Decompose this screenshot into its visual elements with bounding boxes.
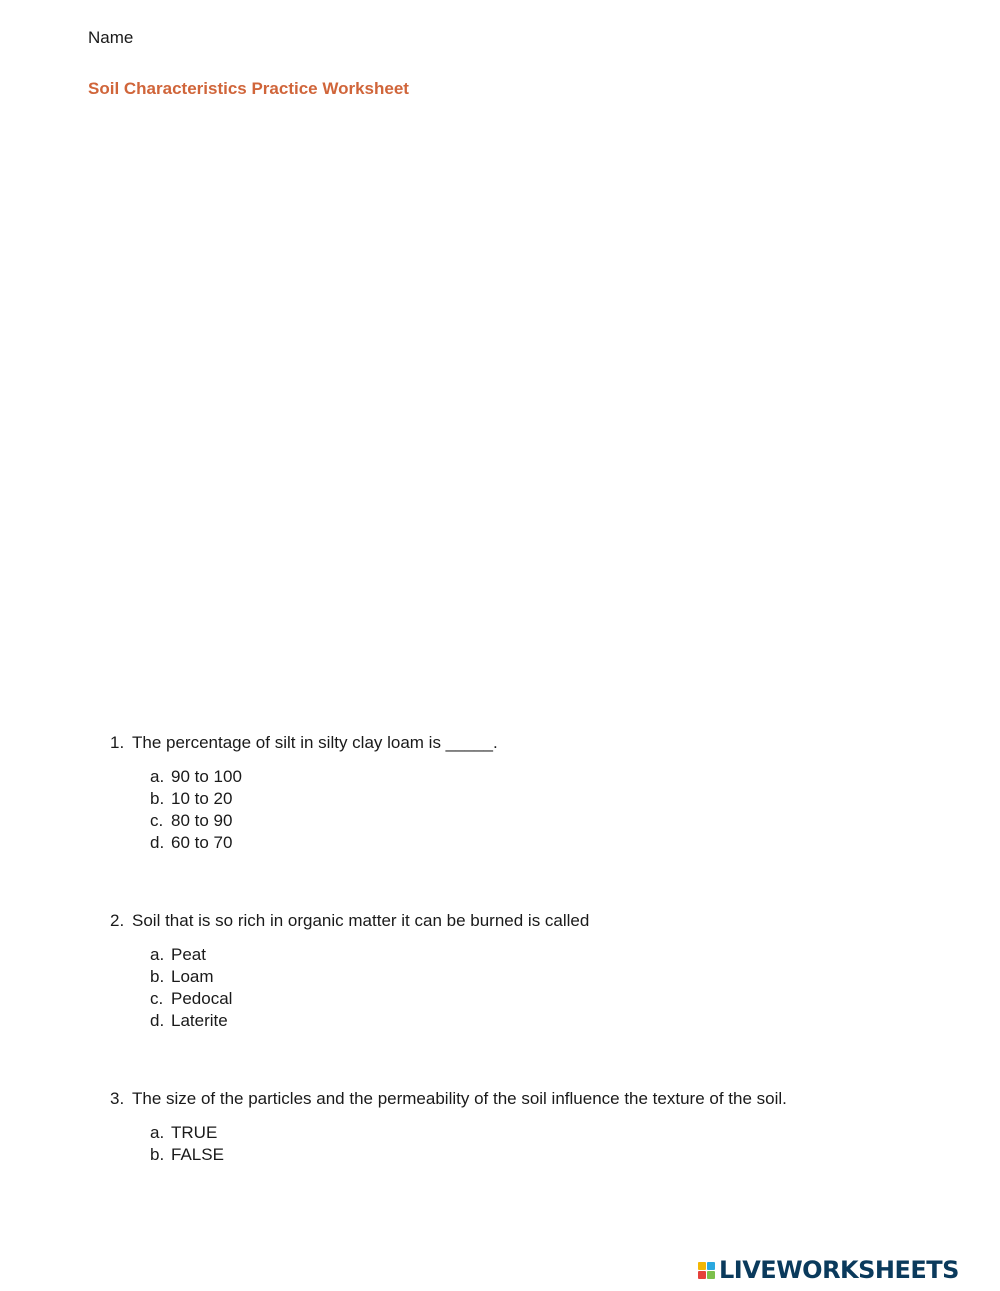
option-letter: a. <box>150 945 165 964</box>
option-letter: b. <box>150 789 165 808</box>
name-label: Name <box>88 28 134 47</box>
option-text: Laterite <box>171 1011 228 1030</box>
option-text: Peat <box>171 945 206 964</box>
question-text: Soil that is so rich in organic matter it can be burned is called <box>132 911 590 930</box>
option-letter: c. <box>150 989 164 1008</box>
logo-blocks-icon <box>698 1262 715 1279</box>
worksheet-title: Soil Characteristics Practice Worksheet <box>88 79 409 98</box>
option-letter: d. <box>150 833 165 852</box>
question-number: 2. <box>110 911 125 930</box>
option-text: FALSE <box>171 1145 224 1164</box>
option-letter: b. <box>150 1145 165 1164</box>
option-letter: c. <box>150 811 164 830</box>
question-text: The percentage of silt in silty clay loam is _____. <box>132 733 498 752</box>
option-text: 60 to 70 <box>171 833 233 852</box>
question-number: 3. <box>110 1089 125 1108</box>
option-letter: a. <box>150 1123 165 1142</box>
option-text: 80 to 90 <box>171 811 233 830</box>
question-text: The size of the particles and the permeability of the soil influence the texture of the soil. <box>132 1089 787 1108</box>
question-number: 1. <box>110 733 125 752</box>
logo-text: LIVEWORKSHEETS <box>719 1256 959 1284</box>
option-text: TRUE <box>171 1123 218 1142</box>
option-letter: a. <box>150 767 165 786</box>
option-text: Loam <box>171 967 214 986</box>
option-letter: b. <box>150 967 165 986</box>
option-letter: d. <box>150 1011 165 1030</box>
option-text: 10 to 20 <box>171 789 233 808</box>
option-text: 90 to 100 <box>171 767 242 786</box>
option-text: Pedocal <box>171 989 233 1008</box>
liveworksheets-logo <box>698 1257 959 1283</box>
